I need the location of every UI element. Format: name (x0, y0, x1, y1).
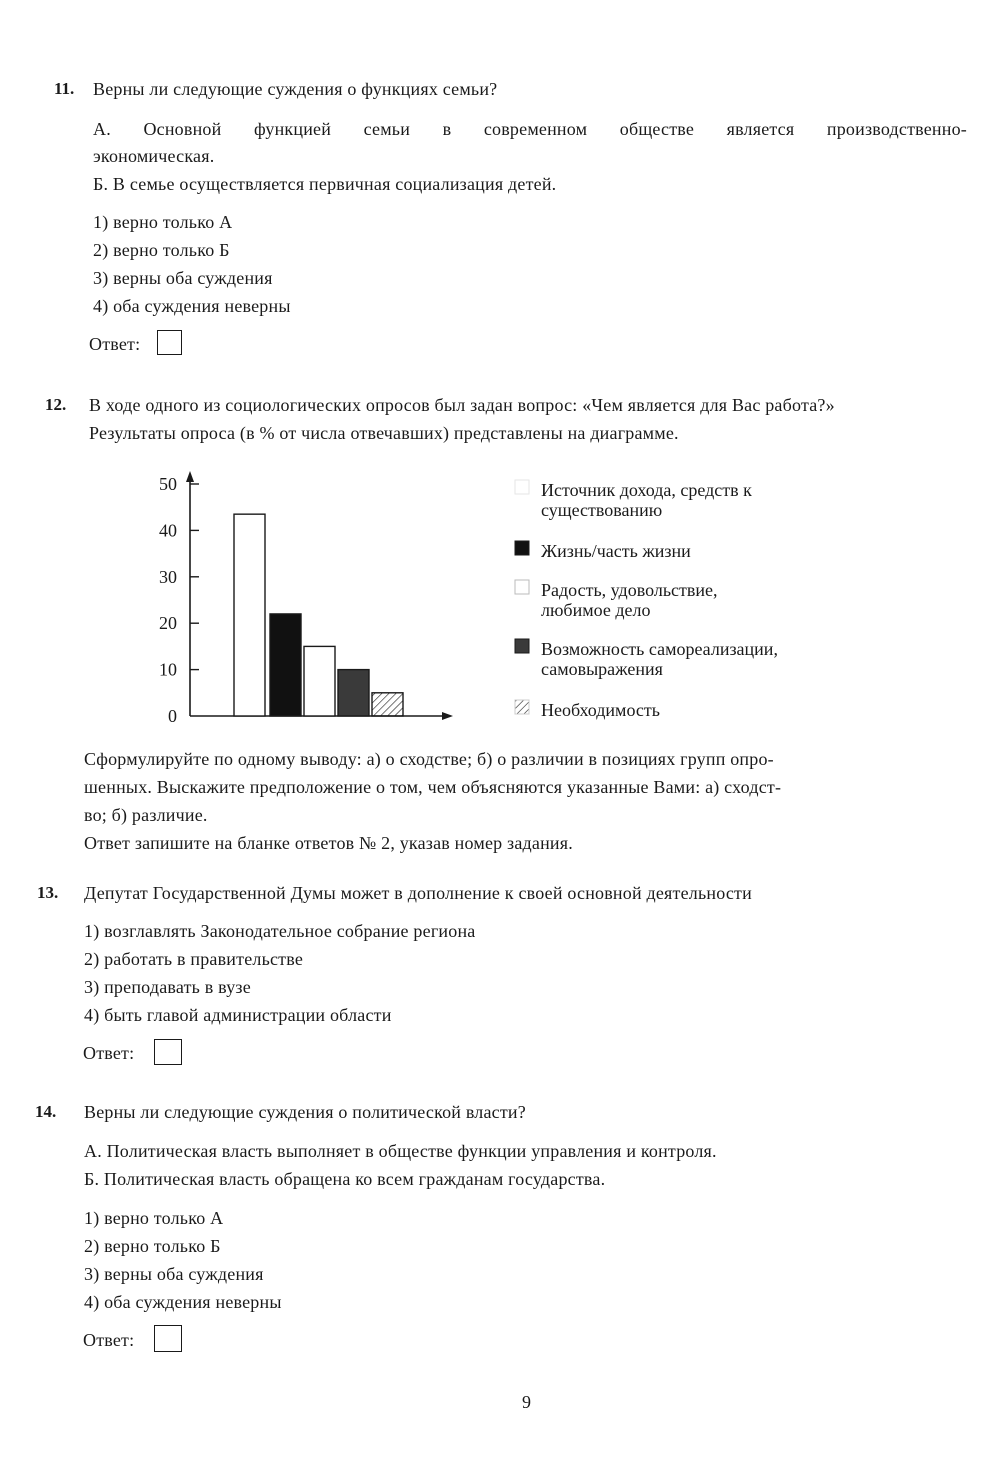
question-text: Верны ли следующие суждения о политической власти? (84, 1102, 526, 1122)
legend-swatch (515, 480, 529, 494)
question-number: 13. (37, 883, 59, 902)
y-tick-label: 20 (159, 613, 177, 634)
statement-a-cont: экономическая. (93, 146, 215, 166)
intro-line-2: Результаты опроса (в % от числа отвечавших) представлены на диаграмме. (89, 423, 679, 443)
intro-line-1: В ходе одного из социологических опросов был задан вопрос: «Чем является для Вас работа?» (89, 395, 835, 415)
bar (270, 614, 301, 716)
question-number: 14. (35, 1102, 57, 1121)
question-text: Депутат Государственной Думы может в дополнение к своей основной деятельности (84, 883, 752, 903)
legend-label: Жизнь/часть жизни (541, 541, 691, 561)
option-3: 3) верны оба суждения (93, 268, 273, 288)
answer-label: Ответ: (83, 1330, 135, 1350)
task-line-3: во; б) различие. (84, 805, 208, 825)
legend-label-cont: самовыражения (541, 659, 663, 679)
option-1: 1) верно только А (84, 1208, 224, 1228)
bar (234, 514, 265, 716)
legend-swatch (515, 541, 529, 555)
option-4: 4) быть главой администрации области (84, 1005, 392, 1025)
answer-box[interactable] (154, 1325, 182, 1352)
option-2: 2) верно только Б (93, 240, 230, 260)
legend-label-cont: существованию (541, 500, 663, 520)
statement-b: Б. Политическая власть обращена ко всем гражданам государства. (84, 1169, 606, 1189)
question-number: 12. (45, 395, 67, 414)
y-tick-label: 30 (159, 566, 177, 587)
statement-a: А. Политическая власть выполняет в обществе функции управления и контроля. (84, 1141, 717, 1161)
option-1: 1) возглавлять Законодательное собрание региона (84, 921, 476, 941)
y-tick-label: 40 (159, 520, 177, 541)
page-number: 9 (522, 1392, 531, 1412)
x-axis-arrow (442, 712, 453, 720)
chart-bars (234, 514, 403, 716)
legend-label-cont: любимое дело (541, 600, 651, 620)
legend-label: Возможность самореализации, (541, 639, 778, 659)
task-line-2: шенных. Выскажите предположение о том, чем объясняются указанные Вами: а) сходст- (84, 777, 782, 797)
y-axis-arrow (186, 471, 194, 482)
option-2: 2) верно только Б (84, 1236, 221, 1256)
y-tick-label: 0 (168, 706, 177, 726)
legend-swatch (515, 639, 529, 653)
answer-label: Ответ: (89, 334, 141, 354)
statement-b: Б. В семье осуществляется первичная социализация детей. (93, 174, 557, 194)
legend-swatch (515, 700, 529, 714)
legend-label: Источник дохода, средств к (541, 480, 752, 500)
y-tick-label: 10 (159, 659, 177, 680)
question-text: Верны ли следующие суждения о функциях семьи? (93, 79, 498, 99)
bar (304, 646, 335, 716)
option-3: 3) верны оба суждения (84, 1264, 264, 1284)
legend-swatch (515, 580, 529, 594)
y-tick-label: 50 (159, 474, 177, 494)
option-1: 1) верно только А (93, 212, 233, 232)
answer-box[interactable] (154, 1039, 182, 1065)
option-2: 2) работать в правительстве (84, 949, 304, 969)
option-3: 3) преподавать в вузе (84, 977, 251, 997)
answer-label: Ответ: (83, 1043, 135, 1063)
legend-label: Необходимость (541, 700, 660, 720)
option-4: 4) оба суждения неверны (93, 296, 291, 316)
task-line-1: Сформулируйте по одному выводу: а) о сходстве; б) о различии в позициях групп опро- (84, 749, 774, 769)
bar (372, 693, 403, 716)
task-line-4: Ответ запишите на бланке ответов № 2, указав номер задания. (84, 833, 573, 853)
statement-a: А. Основной функцией семьи в современном обществе является производственно- (93, 119, 967, 139)
option-4: 4) оба суждения неверны (84, 1292, 282, 1312)
question-number: 11. (54, 79, 75, 98)
bar (338, 670, 369, 716)
legend-label: Радость, удовольствие, (541, 580, 718, 600)
chart-legend (515, 480, 778, 720)
